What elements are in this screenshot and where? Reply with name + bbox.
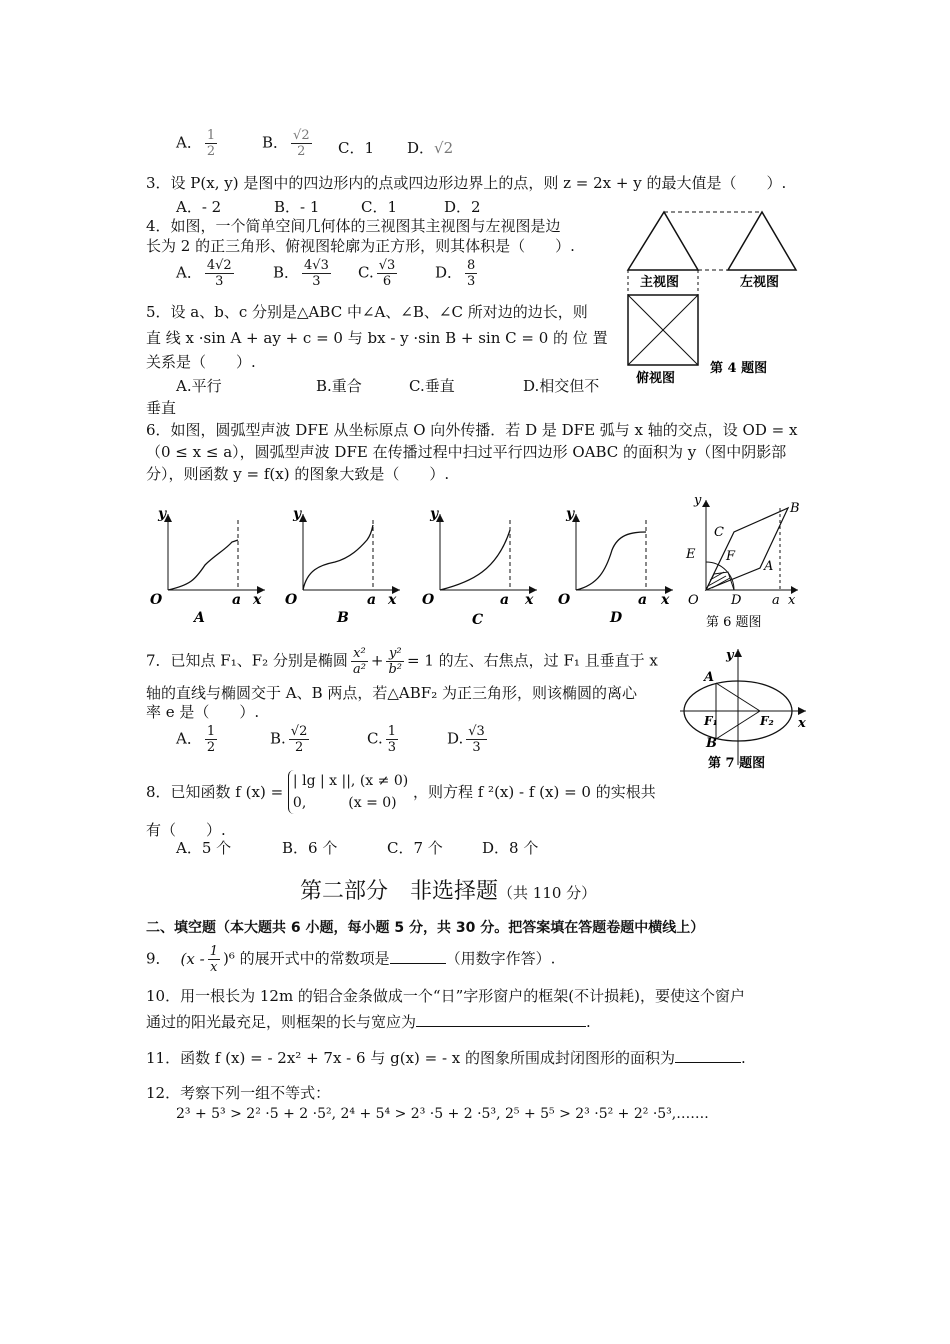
svg-text:x: x [788,593,796,608]
part2-title: 第二部分 非选择题（共 110 分） [300,879,597,904]
q6-line3: 分），则函数 y = f(x) 的图象大致是（ ）. [146,465,450,483]
fig4-caption: 第 4 题图 [710,361,768,376]
svg-text:x: x [525,592,534,608]
q9: 9． (x - $\frac{1}{x}$ )⁶ 的展开式中的常数项是 （用数字作答）. [146,944,556,975]
q10-line1: 10．用一根长为 12m 的铝合金条做成一个“日”字形窗户的框架(不计损耗)，要使这个窗户 [146,987,745,1005]
q2-option-c: C．1 [338,139,375,157]
svg-text:F₁: F₁ [704,714,718,728]
q5-line4: 垂直 [146,399,177,417]
q2-option-a: A． $\frac{1}{2}$ [176,128,216,159]
q8-line2: 有（ ）. [146,821,226,839]
svg-text:a: a [232,592,242,608]
svg-text:A: A [704,670,715,685]
q4-three-view-figure [620,200,810,385]
q3-option-d: D．2 [444,198,481,216]
q2-option-d: D．√2 [407,139,454,157]
q2-option-b: B． $\frac{√2}{2}$ [262,128,310,159]
q11: 11．函数 f (x) = - 2x² + 7x - 6 与 g(x) = - x 的图象所围成封闭图形的面积为 . [146,1049,746,1067]
parallelogram-oabc [706,508,788,590]
svg-text:B: B [790,501,800,516]
q6-line2: （0 ≤ x ≤ a），圆弧型声波 DFE 在传播过程中扫过平行四边形 OABC 的面积为 y（图中阴影部 [146,443,787,461]
front-view-triangle [628,212,698,270]
svg-text:a: a [367,592,377,608]
fig4-left-label: 左视图 [740,275,780,290]
svg-text:C: C [714,525,724,540]
svg-text:a: a [772,593,780,608]
q8-option-b: B．6 个 [282,839,338,857]
section-fill-blank-heading: 二、填空题（本大题共 6 小题，每小题 5 分，共 30 分。把答案填在答题卷题中横线上） [146,920,705,936]
q6-figure [676,490,806,630]
q8-line1: 8．已知函数 f (x) = | lg | x ||, (x ≠ 0) 0, (x = 0) ，则方程 f ²(x) - f (x) = 0 的实根共 [146,770,656,816]
q3-option-c: C．1 [361,198,398,216]
q8-option-a: A．5 个 [176,839,232,857]
q5-option-b: B.重合 [316,377,362,395]
q12-line2: 2³ + 5³ > 2² ·5 + 2 ·5², 2⁴ + 5⁴ > 2³ ·5 + 2 ·5³, 2⁵ + 5⁵ > 2³ ·5² + 2² ·5³,……. [176,1106,709,1122]
q7-line1: 7．已知点 F₁、F₂ 分别是椭圆 $\frac{\text{x²}}{\text{a²}}$ + $\frac{\text{y²}}{\text{b²}}$ = 1 的左、右焦点，过 F₁ 且垂直于 x [146,646,658,677]
svg-text:E: E [686,547,696,562]
q8-option-c: C．7 个 [387,839,443,857]
q4-option-b: B． $\frac{4√3}{3}$ [273,258,329,289]
fig4-top-label: 俯视图 [636,371,676,385]
q6-graph-b [275,500,405,630]
q4-line2: 长为 2 的正三角形、俯视图轮廓为正方形，则其体积是（ ）. [146,237,575,255]
q11-answer-blank[interactable] [675,1048,741,1063]
svg-text:O: O [150,592,163,608]
svg-text:y: y [430,506,439,522]
svg-text:a: a [638,592,648,608]
q6-graph-d [548,500,678,630]
q4-option-c: C. $\frac{√3}{6}$ [358,258,396,289]
q8-option-d: D．8 个 [482,839,539,857]
graph-label-a: A [194,610,205,626]
svg-text:F: F [726,549,736,564]
graph-label-b: B [337,610,349,626]
q7-line3: 率 e 是（ ）. [146,703,260,721]
q7-ellipse-figure [676,645,811,775]
svg-text:O: O [688,593,699,608]
left-view-triangle [728,212,796,270]
q5-option-c: C.垂直 [409,377,455,395]
svg-text:D: D [731,593,742,608]
q3-option-a: A．- 2 [176,198,222,216]
svg-text:y: y [694,493,702,508]
q6-graph-a [140,500,270,630]
q4-option-a: A． $\frac{4√2}{3}$ [176,258,232,289]
svg-text:x: x [253,592,262,608]
svg-text:x: x [798,716,806,731]
svg-text:y: y [158,506,167,522]
q10-answer-blank[interactable] [416,1012,586,1027]
q9-answer-blank[interactable] [390,949,446,964]
q6-line1: 6．如图，圆弧型声波 DFE 从坐标原点 O 向外传播．若 D 是 DFE 弧与 x 轴的交点，设 OD = x [146,421,798,439]
q4-line1: 4．如图，一个简单空间几何体的三视图其主视图与左视图是边 [146,217,561,235]
q7-option-b: B. $\frac{√2}{2}$ [270,724,308,755]
svg-text:O: O [558,592,571,608]
q7-option-d: D. $\frac{√3}{3}$ [447,724,485,755]
svg-text:x: x [388,592,397,608]
svg-text:a: a [500,592,510,608]
svg-text:y: y [293,506,302,522]
svg-text:O: O [285,592,298,608]
graph-label-d: D [610,610,623,626]
svg-text:y: y [726,648,734,663]
q6-graph-c [412,500,542,630]
q5-line1: 5．设 a、b、c 分别是△ABC 中∠A、∠B、∠C 所对边的边长，则 [146,303,588,321]
q7-option-c: C. $\frac{1}{3}$ [367,724,396,755]
q7-line2: 轴的直线与椭圆交于 A、B 两点，若△ABF₂ 为正三角形，则该椭圆的离心 [146,684,637,702]
svg-text:A: A [764,559,774,574]
svg-text:F₂: F₂ [760,714,774,728]
fig7-caption: 第 7 题图 [708,756,766,771]
svg-text:y: y [566,506,575,522]
q10-line2: 通过的阳光最充足，则框架的长与宽应为 . [146,1013,591,1031]
svg-text:B: B [706,736,717,751]
q12-line1: 12．考察下列一组不等式： [146,1084,331,1102]
graph-label-c: C [472,612,484,628]
q4-option-d: D． $\frac{8}{3}$ [435,258,476,289]
fig4-front-label: 主视图 [640,275,680,290]
svg-text:O: O [422,592,435,608]
q5-line2: 直 线 x ·sin A + ay + c = 0 与 bx - y ·sin B + sin C = 0 的 位 置 [146,329,608,347]
q3-option-b: B．- 1 [274,198,320,216]
q3-stem: 3．设 P(x, y) 是图中的四边形内的点或四边形边界上的点，则 z = 2x + y 的最大值是（ ）. [146,174,787,192]
q5-line3: 关系是（ ）. [146,353,256,371]
fig6-caption: 第 6 题图 [706,615,762,630]
q7-option-a: A． $\frac{1}{2}$ [176,724,216,755]
q5-option-d: D.相交但不 [523,377,600,395]
q5-option-a: A.平行 [176,377,222,395]
svg-text:x: x [661,592,670,608]
